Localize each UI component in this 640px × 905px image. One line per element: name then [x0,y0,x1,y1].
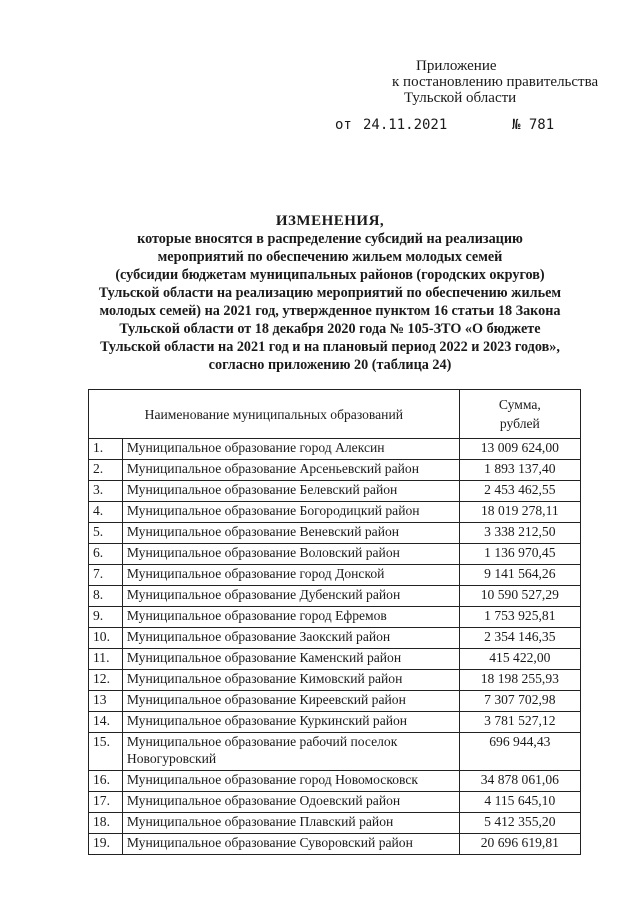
row-municipality: Муниципальное образование Суворовский район [122,834,459,855]
row-amount: 10 590 527,29 [459,586,580,607]
table-row [89,565,581,586]
row-number: 17. [89,792,123,813]
table-row [89,670,581,691]
row-amount: 2 354 146,35 [459,628,580,649]
row-amount: 9 141 564,26 [459,565,580,586]
row-municipality: Муниципальное образование Куркинский район [122,712,459,733]
row-amount: 5 412 355,20 [459,813,580,834]
column-header-name: Наименование муниципальных образований [89,390,460,439]
row-municipality: Муниципальное образование город Донской [122,565,459,586]
table-row [89,792,581,813]
table-row [89,586,581,607]
table-row [89,481,581,502]
row-amount: 18 019 278,11 [459,502,580,523]
row-number: 18. [89,813,123,834]
appendix-header [392,58,598,106]
title-heading: ИЗМЕНЕНИЯ, [275,213,385,229]
table-row [89,733,581,771]
title-line: молодых семей) на 2021 год, утвержденное пунктом 16 статьи 18 Закона [99,303,561,319]
row-amount: 18 198 255,93 [459,670,580,691]
row-number: 14. [89,712,123,733]
table-row [89,460,581,481]
table-row [89,439,581,460]
title-line: мероприятий по обеспечению жильем молодых семей [157,249,503,265]
table-row [89,712,581,733]
row-amount: 3 338 212,50 [459,523,580,544]
appendix-line-3: Тульской области [404,90,517,106]
table-row [89,691,581,712]
row-number: 5. [89,523,123,544]
row-number: 12. [89,670,123,691]
column-header-sum [459,390,580,439]
row-amount: 3 781 527,12 [459,712,580,733]
row-number: 9. [89,607,123,628]
table-row [89,544,581,565]
row-municipality: Муниципальное образование город Ефремов [122,607,459,628]
title-line: согласно приложению 20 (таблица 24) [208,357,452,373]
appendix-line-2: к постановлению правительства [392,74,599,90]
row-amount: 2 453 462,55 [459,481,580,502]
row-number: 2. [89,460,123,481]
row-amount: 34 878 061,06 [459,771,580,792]
subsidy-table [88,389,581,855]
title-line: Тульской области от 18 декабря 2020 года № 105-ЗТО «О бюджете [119,321,541,337]
row-number: 13 [89,691,123,712]
row-municipality: Муниципальное образование Киреевский район [122,691,459,712]
row-number: 11. [89,649,123,670]
row-municipality: Муниципальное образование город Новомосковск [122,771,459,792]
table-row [89,649,581,670]
table-row [89,834,581,855]
table-row [89,502,581,523]
row-number: 4. [89,502,123,523]
row-amount: 13 009 624,00 [459,439,580,460]
row-municipality: Муниципальное образование Дубенский район [122,586,459,607]
row-amount: 7 307 702,98 [459,691,580,712]
decree-date: 24.11.2021 [363,117,448,133]
row-amount: 1 136 970,45 [459,544,580,565]
row-municipality: Муниципальное образование Богородицкий район [122,502,459,523]
row-number: 3. [89,481,123,502]
table-row [89,523,581,544]
row-municipality: Муниципальное образование Заокский район [122,628,459,649]
title-line: Тульской области на реализацию мероприятий по обеспечению жильем [98,285,562,301]
row-amount: 415 422,00 [459,649,580,670]
row-number: 10. [89,628,123,649]
row-municipality: Муниципальное образование Веневский район [122,523,459,544]
column-header-sum-line-1: Сумма, [498,397,541,412]
decree-date-prefix: от [335,117,352,133]
table-row [89,628,581,649]
row-amount: 696 944,43 [459,733,580,771]
row-municipality: Муниципальное образование Кимовский район [122,670,459,691]
row-amount: 1 753 925,81 [459,607,580,628]
row-municipality: Муниципальное образование Арсеньевский район [122,460,459,481]
decree-number: № 781 [512,117,555,133]
row-amount: 1 893 137,40 [459,460,580,481]
row-number: 16. [89,771,123,792]
row-number: 8. [89,586,123,607]
row-municipality: Муниципальное образование Плавский район [122,813,459,834]
document-title [70,212,590,374]
column-header-sum-line-2: рублей [499,416,540,431]
title-line: Тульской области на 2021 год и на плановый период 2022 и 2023 годов», [100,339,560,355]
row-amount: 20 696 619,81 [459,834,580,855]
table-row [89,607,581,628]
row-municipality: Муниципальное образование рабочий поселок Новогуровский [122,733,459,771]
title-line: которые вносятся в распределение субсидий на реализацию [137,231,523,247]
row-number: 15. [89,733,123,771]
decree-reference [335,117,555,133]
row-number: 1. [89,439,123,460]
row-municipality: Муниципальное образование Каменский район [122,649,459,670]
row-municipality: Муниципальное образование Белевский район [122,481,459,502]
title-line: (субсидии бюджетам муниципальных районов (городских округов) [115,267,545,283]
row-number: 6. [89,544,123,565]
row-municipality: Муниципальное образование Одоевский район [122,792,459,813]
row-municipality: Муниципальное образование Воловский район [122,544,459,565]
table-header-row [89,390,581,439]
row-municipality: Муниципальное образование город Алексин [122,439,459,460]
row-amount: 4 115 645,10 [459,792,580,813]
row-number: 19. [89,834,123,855]
appendix-line-1: Приложение [416,58,497,74]
table-row [89,771,581,792]
row-number: 7. [89,565,123,586]
table-row [89,813,581,834]
